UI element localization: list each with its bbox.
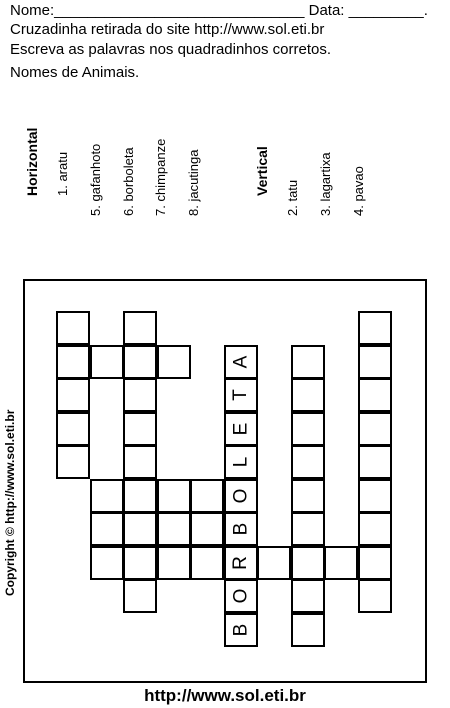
crossword-cell[interactable]	[358, 546, 392, 580]
crossword-cell[interactable]	[291, 345, 325, 379]
crossword-cell[interactable]	[257, 546, 291, 580]
crossword-cell[interactable]	[90, 345, 124, 379]
crossword-cell[interactable]	[56, 345, 90, 379]
crossword-cell[interactable]	[291, 412, 325, 446]
source-line: Cruzadinha retirada do site http://www.sol.eti.br	[10, 21, 325, 38]
crossword-cell[interactable]	[157, 479, 191, 513]
crossword-letter: B	[230, 623, 251, 637]
crossword-cell[interactable]	[56, 311, 90, 345]
crossword-letter: E	[230, 422, 251, 436]
crossword-cell[interactable]	[291, 479, 325, 513]
crossword-cell[interactable]	[123, 546, 157, 580]
crossword-letter: A	[230, 355, 251, 369]
crossword-cell[interactable]	[358, 412, 392, 446]
clue-horizontal-5: 5. gafanhoto	[88, 143, 103, 216]
clue-horizontal-6: 6. borboleta	[121, 147, 136, 216]
crossword-cell[interactable]	[190, 546, 224, 580]
clue-vertical-4: 4. pavao	[351, 166, 366, 216]
horizontal-title: Horizontal	[24, 127, 40, 196]
crossword-letter: O	[230, 588, 251, 604]
crossword-cell[interactable]	[123, 412, 157, 446]
crossword-cell[interactable]	[190, 512, 224, 546]
crossword-cell[interactable]	[358, 378, 392, 412]
crossword-cell[interactable]	[324, 546, 358, 580]
crossword-cell[interactable]	[123, 512, 157, 546]
crossword-letter: B	[230, 522, 251, 536]
crossword-cell[interactable]	[358, 311, 392, 345]
crossword-cell[interactable]	[123, 378, 157, 412]
crossword-cell[interactable]	[190, 479, 224, 513]
clue-horizontal-1: 1. aratu	[55, 151, 70, 196]
crossword-cell[interactable]	[358, 445, 392, 479]
copyright-text: Copyright © http://www.sol.eti.br	[3, 409, 17, 596]
crossword-letter: L	[229, 456, 251, 468]
clue-horizontal-7: 7. chimpanze	[153, 138, 168, 216]
crossword-cell[interactable]	[358, 579, 392, 613]
crossword-cell[interactable]	[291, 579, 325, 613]
crossword-cell[interactable]	[291, 378, 325, 412]
crossword-cell[interactable]	[157, 345, 191, 379]
crossword-cell[interactable]	[123, 445, 157, 479]
crossword-cell[interactable]	[291, 546, 325, 580]
crossword-letter: R	[229, 556, 251, 570]
crossword-cell[interactable]	[157, 546, 191, 580]
crossword-cell[interactable]	[56, 412, 90, 446]
crossword-cell[interactable]	[123, 479, 157, 513]
crossword-letter: T	[229, 389, 251, 401]
crossword-cell[interactable]	[291, 512, 325, 546]
crossword-cell[interactable]	[157, 512, 191, 546]
theme-line: Nomes de Animais.	[10, 64, 140, 81]
crossword-cell[interactable]	[90, 546, 124, 580]
clue-horizontal-8: 8. jacutinga	[186, 149, 201, 216]
crossword-cell[interactable]	[123, 345, 157, 379]
crossword-cell[interactable]	[90, 479, 124, 513]
crossword-letter: O	[230, 488, 251, 504]
crossword-cell[interactable]	[123, 579, 157, 613]
crossword-cell[interactable]	[291, 613, 325, 647]
footer-url: http://www.sol.eti.br	[144, 686, 306, 705]
crossword-cell[interactable]	[123, 311, 157, 345]
crossword-cell[interactable]	[291, 445, 325, 479]
name-date-line: Nome:______________________________ Data: _________.	[10, 2, 428, 19]
crossword-cell[interactable]	[358, 345, 392, 379]
crossword-cell[interactable]	[56, 378, 90, 412]
crossword-cell[interactable]	[90, 512, 124, 546]
vertical-title: Vertical	[254, 146, 270, 196]
instructions-line: Escreva as palavras nos quadradinhos corretos.	[10, 41, 332, 58]
clue-vertical-3: 3. lagartixa	[318, 152, 333, 216]
crossword-cell[interactable]	[358, 479, 392, 513]
crossword-cell[interactable]	[358, 512, 392, 546]
clue-vertical-2: 2. tatu	[285, 179, 300, 216]
crossword-cell[interactable]	[56, 445, 90, 479]
